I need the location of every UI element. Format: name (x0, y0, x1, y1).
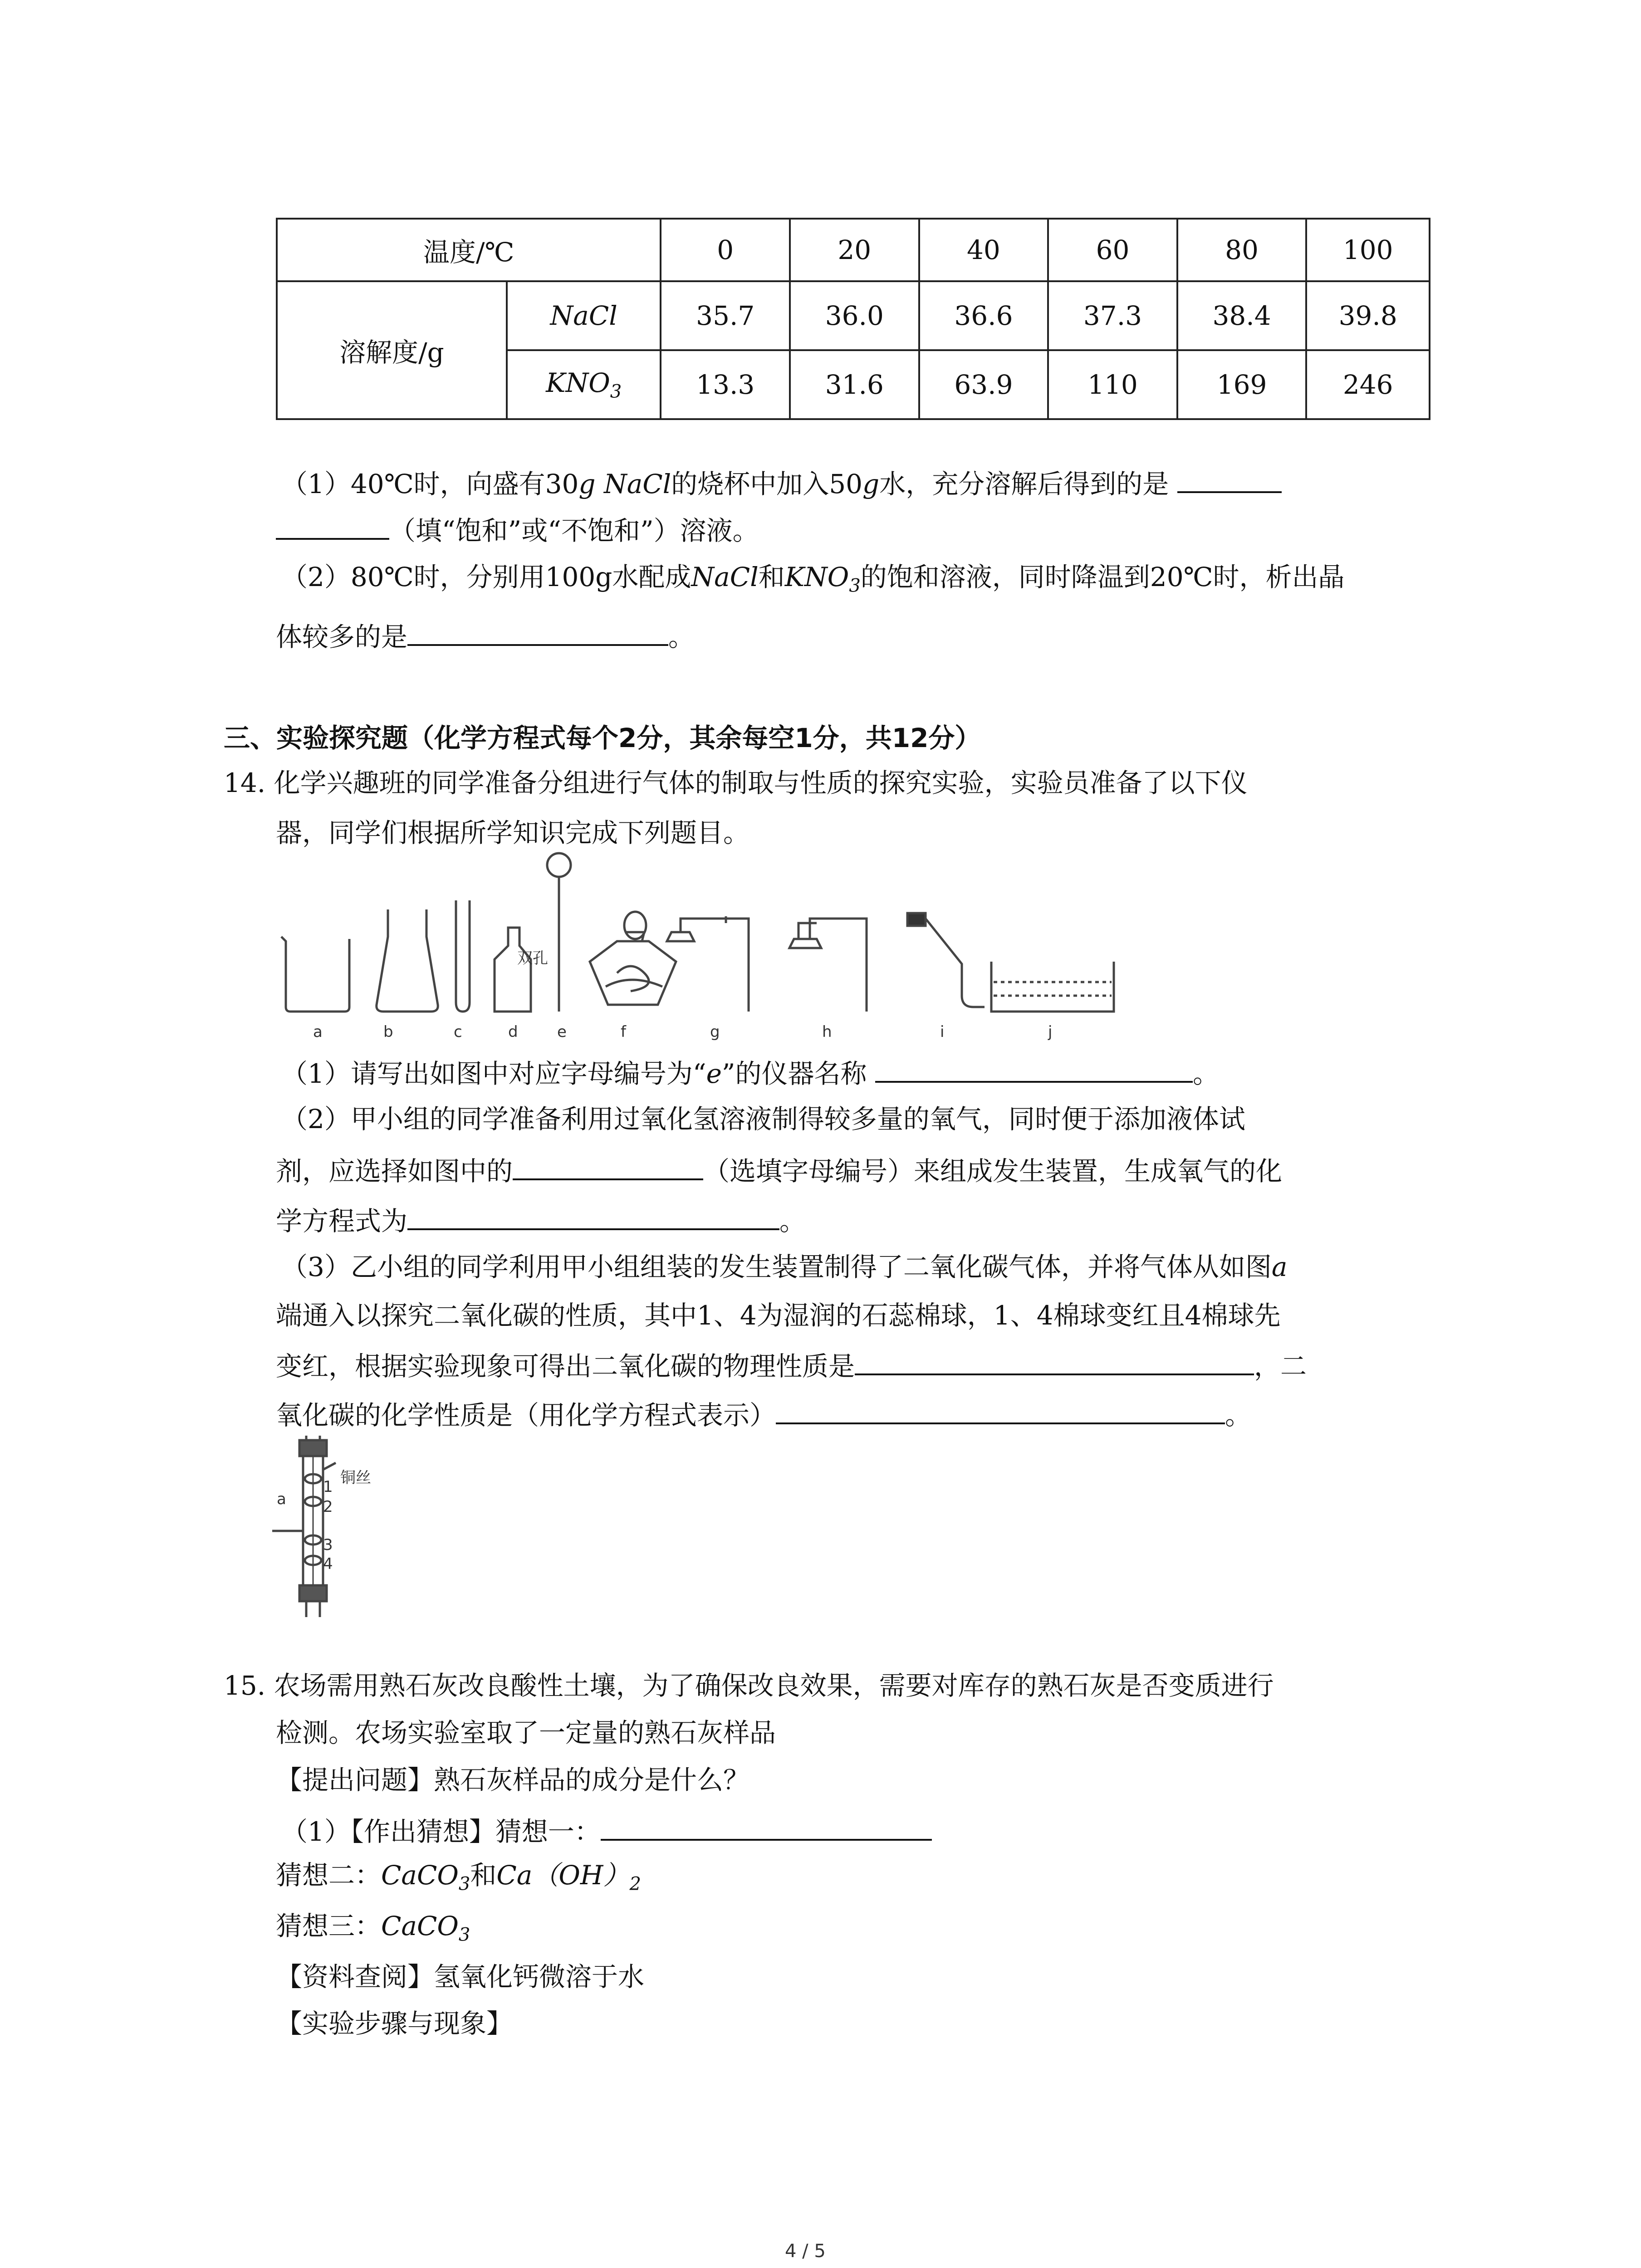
q14-intro-line1: 14. 化学兴趣班的同学准备分组进行气体的制取与性质的探究实验，实验员准备了以下仪 (224, 767, 1248, 798)
funnel-e (547, 853, 571, 877)
cotton-ball-number: 2 (323, 1498, 333, 1516)
label-i: i (940, 1023, 945, 1041)
answer-blank[interactable] (875, 1055, 1193, 1083)
q15-steps: 【实验步骤与现象】 (276, 2008, 513, 2039)
value-cell: 31.6 (790, 350, 919, 419)
q13-part1-line2: （填“饱和”或“不饱和”）溶液。 (276, 512, 759, 547)
cotton-ball-number: 3 (323, 1536, 333, 1554)
value-cell: 13.3 (661, 350, 790, 419)
q14-intro-line2: 器，同学们根据所学知识完成下列题目。 (276, 817, 750, 848)
tube-i (907, 919, 985, 1007)
answer-blank[interactable] (601, 1813, 932, 1841)
bottle-d (495, 928, 531, 1012)
q15-question: 【提出问题】熟石灰样品的成分是什么？ (276, 1765, 750, 1795)
q15-guess1: （1）【作出猜想】猜想一： (281, 1813, 932, 1848)
beaker-a (281, 937, 349, 1012)
q15-guess2: 猜想二：CaCO$_3$和$Ca(OH)_2$ (276, 1860, 641, 1895)
flask-b (377, 909, 438, 1012)
q14-part1: （1）请写出如图中对应字母编号为“e”的仪器名称 。 (281, 1055, 1219, 1090)
page-number: 4 / 5 (785, 2241, 826, 2262)
q14-part3-line4: 氧化碳的化学性质是（用化学方程式表示） 。 (276, 1396, 1251, 1432)
label-f: f (621, 1023, 626, 1041)
label-j: j (1048, 1023, 1053, 1041)
temp-cell: 40 (919, 219, 1048, 281)
cotton-ball-number: 1 (323, 1478, 333, 1496)
label-d: d (508, 1023, 518, 1041)
temp-cell: 60 (1048, 219, 1177, 281)
substance-kno3: $KNO_3$ (507, 350, 661, 419)
value-cell: 36.6 (919, 281, 1048, 350)
value-cell: 36.0 (790, 281, 919, 350)
q15-intro-line1: 15. 农场需用熟石灰改良酸性土壤，为了确保改良效果，需要对库存的熟石灰是否变质进行 (224, 1670, 1274, 1701)
q13-part1-line1: （1）40℃时，向盛有30g NaCl的烧杯中加入50g水，充分溶解后得到的是 (281, 465, 1282, 500)
trough-j (991, 962, 1114, 1012)
section-heading: 三、实验探究题（化学方程式每个2分，其余每空1分，共12分） (224, 723, 981, 753)
answer-blank[interactable] (276, 512, 389, 540)
q15-guess3: 猜想三：CaCO$_3$ (276, 1911, 470, 1945)
value-cell: 246 (1306, 350, 1430, 419)
answer-blank[interactable] (776, 1396, 1225, 1424)
value-cell: 169 (1177, 350, 1307, 419)
label-c: c (454, 1023, 462, 1041)
q14-part2-line1: （2）甲小组的同学准备利用过氧化氢溶液制得较多量的氧气，同时便于添加液体试 (281, 1104, 1245, 1134)
solubility-table (276, 218, 1430, 420)
temp-cell: 0 (661, 219, 790, 281)
answer-blank[interactable] (407, 618, 668, 646)
value-cell: 110 (1048, 350, 1177, 419)
label-h: h (822, 1023, 832, 1041)
value-cell: 63.9 (919, 350, 1048, 419)
solubility-label: 溶解度/g (277, 281, 507, 419)
apparatus-figure (272, 850, 1143, 1050)
label-a: a (313, 1023, 323, 1041)
q14-part2-line2: 剂，应选择如图中的 （选填字母编号）来组成发生装置，生成氧气的化 (276, 1152, 1282, 1188)
answer-blank[interactable] (513, 1152, 703, 1180)
copper-wire-label: 铜丝 (340, 1469, 371, 1487)
lamp-f (590, 941, 676, 1005)
value-cell: 38.4 (1177, 281, 1307, 350)
temp-cell: 20 (790, 219, 919, 281)
co2-tube-figure (272, 1436, 390, 1617)
stopper-g (667, 932, 694, 941)
q15-info: 【资料查阅】氢氧化钙微溶于水 (276, 1961, 645, 1992)
test-tube-c (456, 900, 470, 1012)
temperature-header: 温度/℃ (277, 219, 661, 281)
temp-cell: 80 (1177, 219, 1307, 281)
label-b: b (383, 1023, 393, 1041)
q14-part2-line3: 学方程式为 。 (276, 1202, 806, 1237)
q14-part3-line1: （3）乙小组的同学利用甲小组组装的发生装置制得了二氧化碳气体，并将气体从如图a (281, 1251, 1288, 1282)
q14-part3-line2: 端通入以探究二氧化碳的性质，其中1、4为湿润的石蕊棉球，1、4棉球变红且4棉球先 (276, 1300, 1281, 1331)
temp-cell: 100 (1306, 219, 1430, 281)
value-cell: 37.3 (1048, 281, 1177, 350)
tube-end-label: a (277, 1490, 286, 1508)
cotton-ball-number: 4 (323, 1555, 333, 1573)
q14-part3-line3: 变红，根据实验现象可得出二氧化碳的物理性质是 ，二 (276, 1347, 1307, 1383)
q15-intro-line2: 检测。农场实验室取了一定量的熟石灰样品 (276, 1717, 776, 1748)
stopper-h (789, 939, 821, 948)
q13-part2-line2: 体较多的是 。 (276, 618, 695, 653)
value-cell: 39.8 (1306, 281, 1430, 350)
label-e: e (557, 1023, 567, 1041)
double-hole-label: 双孔 (517, 949, 548, 968)
answer-blank[interactable] (407, 1202, 779, 1230)
answer-blank[interactable] (855, 1347, 1254, 1375)
q13-part2-line1: （2）80℃时，分别用100g水配成NaCl和$KNO_3$的饱和溶液，同时降温到20℃时，析出晶 (281, 562, 1345, 596)
substance-nacl: NaCl (507, 281, 661, 350)
label-g: g (710, 1023, 720, 1041)
value-cell: 35.7 (661, 281, 790, 350)
answer-blank[interactable] (1177, 465, 1282, 493)
